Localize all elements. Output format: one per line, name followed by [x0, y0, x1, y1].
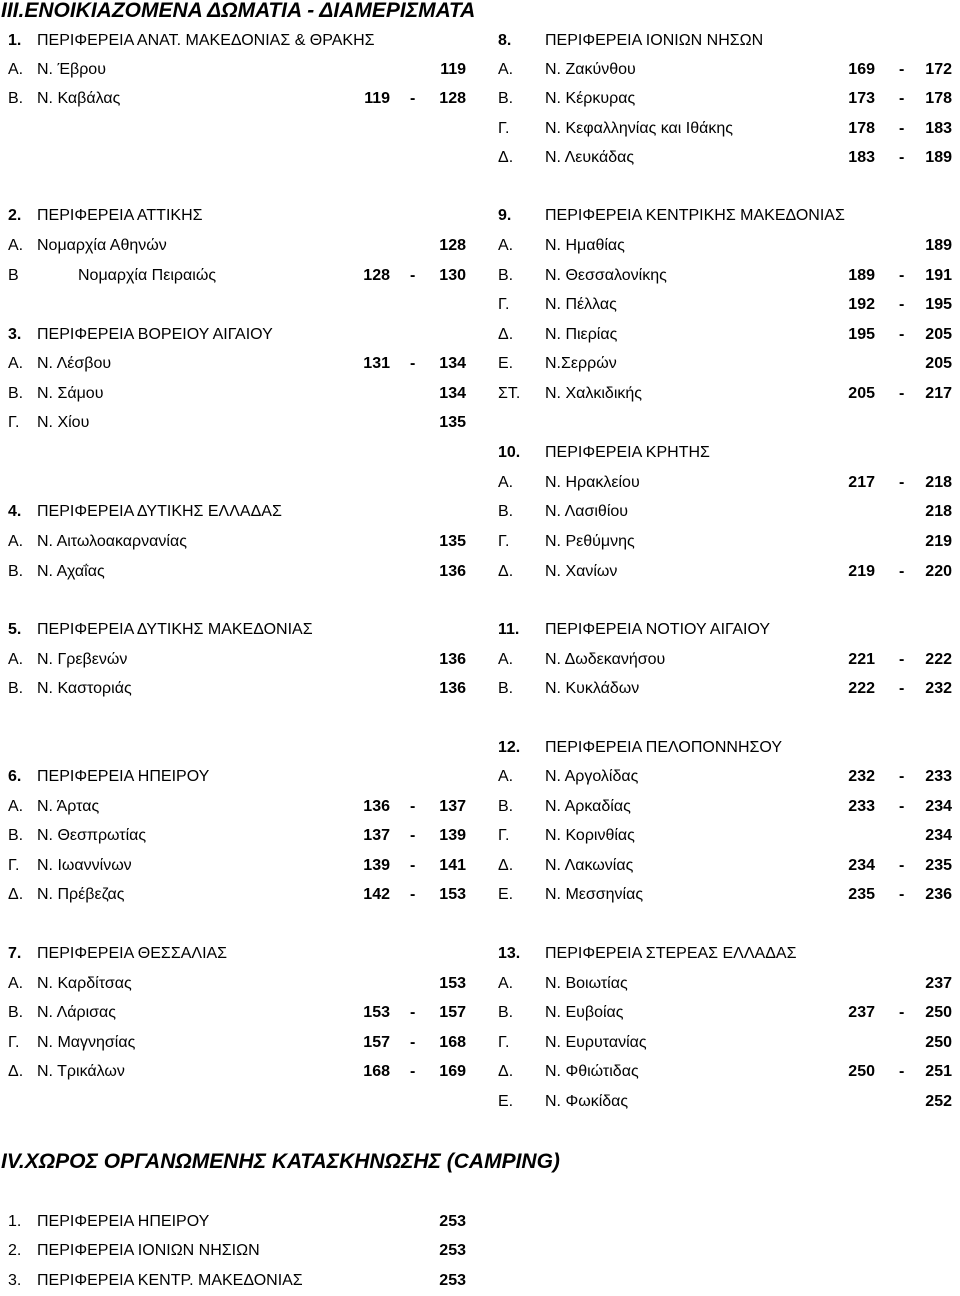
item-label: Ν. Φωκίδας — [545, 1093, 629, 1110]
list-item — [480, 821, 960, 851]
list-item — [480, 55, 960, 85]
item-label: ΠΕΡΙΦΕΡΕΙΑ ΔΥΤΙΚΗΣ ΕΛΛΑΔΑΣ — [37, 503, 282, 520]
range-to: 218 — [925, 503, 952, 520]
range-to: 128 — [439, 237, 466, 254]
range-to: 205 — [925, 326, 952, 343]
list-item — [0, 84, 480, 114]
range-separator: - — [410, 355, 416, 372]
range-separator: - — [899, 326, 905, 343]
item-index: Α. — [8, 975, 24, 992]
range-separator: - — [410, 1034, 416, 1051]
range-to: 222 — [925, 651, 952, 668]
list-item — [0, 379, 480, 409]
range-from: 119 — [364, 90, 390, 107]
item-index: Α. — [498, 975, 514, 992]
item-label: ΠΕΡΙΦΕΡΕΙΑ ΣΤΕΡΕΑΣ ΕΛΛΑΔΑΣ — [545, 945, 797, 962]
range-from: 142 — [363, 886, 390, 903]
item-label: Ν. Αργολίδας — [545, 768, 639, 785]
item-label-wide: Νομαρχία Πειραιώς — [78, 267, 217, 284]
list-item — [480, 320, 960, 350]
range-to: 134 — [439, 385, 466, 402]
range-from: 250 — [848, 1063, 875, 1080]
item-label: ΠΕΡΙΦΕΡΕΙΑ ΚΕΝΤΡ. ΜΑΚΕΔΟΝΙΑΣ — [37, 1272, 303, 1289]
range-from: 173 — [848, 90, 875, 107]
item-index: Α. — [498, 237, 514, 254]
range-separator: - — [899, 680, 905, 697]
list-item — [0, 674, 480, 704]
range-to: 169 — [439, 1063, 466, 1080]
item-label: Ν. Λάρισας — [37, 1004, 116, 1021]
range-separator: - — [899, 798, 905, 815]
range-to: 236 — [925, 886, 952, 903]
range-separator: - — [899, 61, 905, 78]
range-from: 189 — [848, 267, 875, 284]
item-label: Ν. Χαλκιδικής — [545, 385, 642, 402]
item-label: ΠΕΡΙΦΕΡΕΙΑ ΚΡΗΤΗΣ — [545, 444, 710, 461]
item-index: 5. — [8, 621, 22, 638]
item-index: Β. — [498, 267, 514, 284]
range-to: 219 — [925, 533, 952, 550]
item-label: Ν. Λέσβου — [37, 355, 112, 372]
range-separator: - — [410, 886, 416, 903]
range-separator: - — [899, 296, 905, 313]
range-from: 235 — [848, 886, 875, 903]
range-to: 136 — [439, 651, 466, 668]
list-item — [0, 762, 480, 792]
range-separator: - — [899, 857, 905, 874]
item-label: Ν. Θεσπρωτίας — [37, 827, 147, 844]
item-label: Ν. Αιτωλοακαρνανίας — [37, 533, 187, 550]
item-index: 6. — [8, 768, 22, 785]
range-from: 221 — [848, 651, 875, 668]
list-item — [480, 201, 960, 231]
range-to: 232 — [925, 680, 952, 697]
item-label: Ν. Ρεθύμνης — [545, 533, 635, 550]
range-to: 134 — [439, 355, 466, 372]
range-from: 222 — [848, 680, 875, 697]
item-label: Ν. Γρεβενών — [37, 651, 128, 668]
range-to: 235 — [925, 857, 952, 874]
item-index: 9. — [498, 207, 512, 224]
range-to: 189 — [925, 237, 952, 254]
item-label: Ν. Χανίων — [545, 563, 618, 580]
list-item — [0, 1207, 480, 1237]
range-separator: - — [899, 385, 905, 402]
item-index: Α. — [8, 533, 24, 550]
item-index: Γ. — [498, 827, 510, 844]
range-from: 234 — [848, 857, 875, 874]
range-separator: - — [899, 768, 905, 785]
item-label: Ν. Λακωνίας — [545, 857, 634, 874]
range-to: 191 — [925, 267, 952, 284]
list-item — [0, 645, 480, 675]
item-index: 1. — [8, 1213, 22, 1230]
item-index: Ε. — [498, 886, 514, 903]
list-item — [480, 379, 960, 409]
range-to: 253 — [439, 1242, 466, 1259]
range-separator: - — [899, 90, 905, 107]
item-index: 8. — [498, 32, 512, 49]
list-item — [480, 969, 960, 999]
item-index: Β. — [498, 90, 514, 107]
range-separator: - — [410, 90, 416, 107]
list-item — [0, 349, 480, 379]
item-index: Β. — [8, 563, 24, 580]
range-to: 153 — [439, 975, 466, 992]
item-index: Δ. — [498, 326, 514, 343]
item-label: Ν. Πρέβεζας — [37, 886, 125, 903]
list-item — [480, 84, 960, 114]
list-item — [480, 438, 960, 468]
list-item — [0, 969, 480, 999]
item-index: 2. — [8, 207, 22, 224]
range-to: 195 — [925, 296, 952, 313]
item-label: ΠΕΡΙΦΕΡΕΙΑ ΝΟΤΙΟΥ ΑΙΓΑΙΟΥ — [545, 621, 771, 638]
range-from: 153 — [363, 1004, 390, 1021]
list-item — [480, 674, 960, 704]
list-item — [0, 320, 480, 350]
item-index: Δ. — [498, 857, 514, 874]
range-from: 192 — [848, 296, 875, 313]
range-to: 139 — [439, 827, 466, 844]
item-index: 3. — [8, 326, 22, 343]
range-separator: - — [410, 827, 416, 844]
item-label: Ν. Λασιθίου — [545, 503, 629, 520]
item-label: Ν. Καβάλας — [37, 90, 121, 107]
item-index: Α. — [8, 355, 24, 372]
item-index: Δ. — [498, 1063, 514, 1080]
range-to: 237 — [925, 975, 952, 992]
list-item — [480, 1057, 960, 1087]
range-to: 183 — [925, 120, 952, 137]
range-from: 168 — [363, 1063, 390, 1080]
list-item — [0, 615, 480, 645]
item-index: Ε. — [498, 355, 514, 372]
item-index: 11. — [498, 621, 520, 638]
item-label: Ν. Λευκάδας — [545, 149, 635, 166]
item-label: Ν. Αρκαδίας — [545, 798, 631, 815]
range-to: 251 — [925, 1063, 952, 1080]
item-label: Ν. Χίου — [37, 414, 90, 431]
range-from: 139 — [363, 857, 390, 874]
item-index: Α. — [8, 237, 24, 254]
list-item — [480, 939, 960, 969]
list-item — [0, 939, 480, 969]
list-item — [480, 851, 960, 881]
item-label: ΠΕΡΙΦΕΡΕΙΑ ΒΟΡΕΙΟΥ ΑΙΓΑΙΟΥ — [37, 326, 273, 343]
item-index: Δ. — [498, 563, 514, 580]
item-index: Γ. — [498, 533, 510, 550]
range-to: 130 — [439, 267, 466, 284]
range-from: 131 — [363, 355, 390, 372]
list-item — [0, 527, 480, 557]
range-separator: - — [899, 1063, 905, 1080]
range-to: 189 — [925, 149, 952, 166]
item-label: Ν. Ευρυτανίας — [545, 1034, 647, 1051]
range-to: 220 — [925, 563, 952, 580]
list-item — [480, 261, 960, 291]
range-separator: - — [899, 651, 905, 668]
item-label: Ν. Ζακύνθου — [545, 61, 636, 78]
list-item — [0, 998, 480, 1028]
item-index: 4. — [8, 503, 22, 520]
item-index: Γ. — [8, 414, 20, 431]
item-index: Β — [8, 267, 19, 284]
item-label: Ν. Αχαΐας — [37, 563, 105, 580]
item-index: 1. — [8, 32, 22, 49]
list-item — [0, 792, 480, 822]
list-item — [0, 1028, 480, 1058]
range-to: 234 — [925, 827, 952, 844]
range-separator: - — [899, 886, 905, 903]
list-item — [0, 231, 480, 261]
section-title-camping: IV.ΧΩΡΟΣ ΟΡΓΑΝΩΜΕΝΗΣ ΚΑΤΑΣΚΗΝΩΣΗΣ (CAMPING) — [1, 1150, 560, 1173]
range-to: 137 — [439, 798, 466, 815]
item-index: 2. — [8, 1242, 22, 1259]
item-index: Δ. — [8, 886, 24, 903]
range-to: 128 — [439, 90, 466, 107]
range-to: 119 — [440, 61, 466, 78]
list-item — [480, 880, 960, 910]
range-from: 136 — [363, 798, 390, 815]
range-separator: - — [410, 267, 416, 284]
list-item — [480, 792, 960, 822]
item-label: Ν. Κορινθίας — [545, 827, 635, 844]
range-from: 195 — [848, 326, 875, 343]
range-from: 128 — [363, 267, 390, 284]
item-index: Δ. — [8, 1063, 24, 1080]
list-item — [480, 733, 960, 763]
item-label: Ν. Άρτας — [37, 798, 100, 815]
item-label: ΠΕΡΙΦΕΡΕΙΑ ΑΝΑΤ. ΜΑΚΕΔΟΝΙΑΣ & ΘΡΑΚΗΣ — [37, 32, 375, 49]
range-to: 178 — [925, 90, 952, 107]
range-to: 157 — [439, 1004, 466, 1021]
item-label: Ν. Ευβοίας — [545, 1004, 624, 1021]
list-item — [480, 527, 960, 557]
item-label: ΠΕΡΙΦΕΡΕΙΑ ΙΟΝΙΩΝ ΝΗΣΩΝ — [545, 32, 764, 49]
item-label: Ν.Σερρών — [545, 355, 617, 372]
range-to: 135 — [439, 414, 466, 431]
range-from: 217 — [848, 474, 875, 491]
range-from: 178 — [848, 120, 875, 137]
list-item — [0, 1266, 480, 1296]
range-separator: - — [899, 474, 905, 491]
range-from: 232 — [848, 768, 875, 785]
item-index: Α. — [498, 768, 514, 785]
range-to: 168 — [439, 1034, 466, 1051]
list-item — [480, 468, 960, 498]
item-index: Γ. — [8, 1034, 20, 1051]
list-item — [0, 557, 480, 587]
item-label: Νομαρχία Αθηνών — [37, 237, 167, 254]
item-label: Ν. Τρικάλων — [37, 1063, 125, 1080]
item-label: Ν. Φθιώτιδας — [545, 1063, 639, 1080]
item-index: Β. — [8, 680, 24, 697]
item-label: ΠΕΡΙΦΕΡΕΙΑ ΗΠΕΙΡΟΥ — [37, 1213, 210, 1230]
range-separator: - — [899, 149, 905, 166]
item-index: Α. — [498, 474, 514, 491]
item-index: Α. — [8, 798, 24, 815]
item-index: Α. — [8, 651, 24, 668]
item-label: Ν. Μεσσηνίας — [545, 886, 644, 903]
item-label: Ν. Σάμου — [37, 385, 104, 402]
item-label: Ν. Ηρακλείου — [545, 474, 640, 491]
range-from: 183 — [848, 149, 875, 166]
item-label: ΠΕΡΙΦΕΡΕΙΑ ΘΕΣΣΑΛΙΑΣ — [37, 945, 228, 962]
item-index: Β. — [498, 798, 514, 815]
item-index: Β. — [498, 1004, 514, 1021]
item-label: Ν. Καστοριάς — [37, 680, 132, 697]
range-from: 205 — [848, 385, 875, 402]
range-to: 136 — [439, 563, 466, 580]
range-to: 205 — [925, 355, 952, 372]
item-label: Ν. Έβρου — [37, 61, 106, 78]
item-index: 13. — [498, 945, 521, 962]
list-item — [480, 290, 960, 320]
list-item — [0, 55, 480, 85]
item-index: Ε. — [498, 1093, 514, 1110]
range-to: 253 — [439, 1213, 466, 1230]
range-from: 169 — [848, 61, 875, 78]
item-index: Γ. — [8, 857, 20, 874]
list-item — [0, 261, 480, 291]
item-label: Ν. Πιερίας — [545, 326, 618, 343]
list-item — [480, 114, 960, 144]
item-label: ΠΕΡΙΦΕΡΕΙΑ ΗΠΕΙΡΟΥ — [37, 768, 210, 785]
list-item — [480, 231, 960, 261]
range-to: 234 — [925, 798, 952, 815]
list-item — [0, 408, 480, 438]
section-title-rooms: III.ΕΝΟΙΚΙΑΖΟΜΕΝΑ ΔΩΜΑΤΙΑ - ΔΙΑΜΕΡΙΣΜΑΤΑ — [1, 0, 476, 22]
item-label: Ν. Κυκλάδων — [545, 680, 640, 697]
item-index: Α. — [498, 61, 514, 78]
item-index: Β. — [8, 1004, 24, 1021]
item-label: Ν. Καρδίτσας — [37, 975, 132, 992]
range-from: 233 — [848, 798, 875, 815]
item-index: Α. — [8, 61, 24, 78]
range-separator: - — [899, 267, 905, 284]
range-to: 252 — [925, 1093, 952, 1110]
range-to: 153 — [439, 886, 466, 903]
item-label: Ν. Δωδεκανήσου — [545, 651, 666, 668]
range-separator: - — [410, 1004, 416, 1021]
item-index: Δ. — [498, 149, 514, 166]
item-label: Ν. Μαγνησίας — [37, 1034, 136, 1051]
range-to: 250 — [925, 1034, 952, 1051]
item-index: ΣΤ. — [498, 385, 521, 402]
item-label: ΠΕΡΙΦΕΡΕΙΑ ΚΕΝΤΡΙΚΗΣ ΜΑΚΕΔΟΝΙΑΣ — [545, 207, 845, 224]
list-item — [0, 497, 480, 527]
item-index: Β. — [8, 385, 24, 402]
list-item — [0, 201, 480, 231]
range-from: 237 — [848, 1004, 875, 1021]
range-from: 137 — [363, 827, 390, 844]
item-index: Β. — [498, 503, 514, 520]
range-separator: - — [410, 798, 416, 815]
range-to: 136 — [439, 680, 466, 697]
item-label: ΠΕΡΙΦΕΡΕΙΑ ΔΥΤΙΚΗΣ ΜΑΚΕΔΟΝΙΑΣ — [37, 621, 313, 638]
item-index: Γ. — [498, 296, 510, 313]
range-from: 219 — [848, 563, 875, 580]
range-to: 250 — [925, 1004, 952, 1021]
range-separator: - — [410, 1063, 416, 1080]
list-item — [480, 1028, 960, 1058]
item-index: 3. — [8, 1272, 22, 1289]
item-label: ΠΕΡΙΦΕΡΕΙΑ ΑΤΤΙΚΗΣ — [37, 207, 203, 224]
item-label: Ν. Θεσσαλονίκης — [545, 267, 667, 284]
range-to: 172 — [925, 61, 952, 78]
item-label: ΠΕΡΙΦΕΡΕΙΑ ΠΕΛΟΠΟΝΝΗΣΟΥ — [545, 739, 782, 756]
list-item — [0, 1236, 480, 1266]
item-index: Β. — [8, 827, 24, 844]
list-item — [480, 645, 960, 675]
item-index: Γ. — [498, 120, 510, 137]
item-index: 12. — [498, 739, 521, 756]
range-separator: - — [899, 1004, 905, 1021]
list-item — [480, 497, 960, 527]
item-label: Ν. Κέρκυρας — [545, 90, 636, 107]
range-to: 135 — [439, 533, 466, 550]
item-label: ΠΕΡΙΦΕΡΕΙΑ ΙΟΝΙΩΝ ΝΗΣΙΩΝ — [37, 1242, 260, 1259]
item-label: Ν. Βοιωτίας — [545, 975, 628, 992]
item-index: 7. — [8, 945, 22, 962]
range-separator: - — [899, 563, 905, 580]
item-index: Α. — [498, 651, 514, 668]
list-item — [0, 1057, 480, 1087]
range-to: 218 — [925, 474, 952, 491]
item-index: 10. — [498, 444, 521, 461]
list-item — [480, 349, 960, 379]
range-to: 217 — [925, 385, 952, 402]
range-separator: - — [410, 857, 416, 874]
item-label: Ν. Ιωαννίνων — [37, 857, 132, 874]
list-item — [0, 26, 480, 56]
list-item — [0, 880, 480, 910]
item-index: Β. — [8, 90, 24, 107]
range-to: 141 — [439, 857, 466, 874]
list-item — [0, 851, 480, 881]
range-to: 253 — [439, 1272, 466, 1289]
list-item — [480, 998, 960, 1028]
item-index: Β. — [498, 680, 514, 697]
list-item — [480, 615, 960, 645]
item-label: Ν. Πέλλας — [545, 296, 617, 313]
list-item — [480, 143, 960, 173]
list-item — [480, 762, 960, 792]
list-item — [0, 821, 480, 851]
list-item — [480, 557, 960, 587]
item-index: Γ. — [498, 1034, 510, 1051]
range-from: 157 — [363, 1034, 390, 1051]
item-label: Ν. Ημαθίας — [545, 237, 625, 254]
list-item — [480, 26, 960, 56]
item-label: Ν. Κεφαλληνίας και Ιθάκης — [545, 120, 733, 137]
list-item — [480, 1087, 960, 1117]
range-separator: - — [899, 120, 905, 137]
range-to: 233 — [925, 768, 952, 785]
